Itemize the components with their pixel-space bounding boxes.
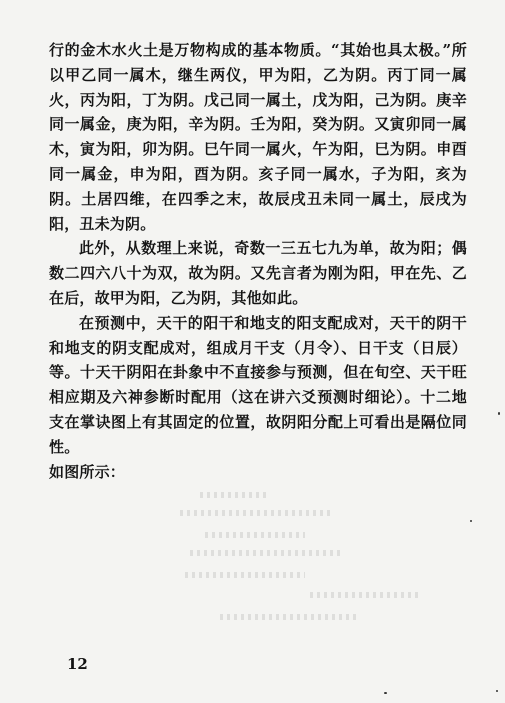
paragraph-odd-even-numbers: 此外，从数理上来说，奇数一三五七九为单，故为阳；偶数二四六八十为双，故为阴。又先言者为刚为阳，甲在先、乙在后，故甲为阳，乙为阴，其他如此。 (49, 239, 467, 307)
paragraph-prediction-pairing: 在预测中，天干的阳干和地支的阳支配成对，天干的阴干和地支的阴支配成对，组成月干支（月令）、日干支（日辰）等。十天干阴阳在卦象中不直接参与预测，但在旬空、天干旺相应期及六神参断时配用（这在讲六爻预测时细论）。十二地支在掌诀图上有其固定的位置，故阴阳分配上可看出是隔位同性。 (49, 313, 467, 456)
body-text (49, 38, 467, 484)
paragraph-yin-yang-elements: 行的金木水火土是万物构成的基本物质。“其始也具太极。”所以甲乙同一属木，继生两仪，甲为阳，乙为阴。丙丁同一属火，丙为阳，丁为阴。戊己同一属土，戊为阳，己为阴。庚辛同一属金，庚为阳，辛为阴。壬为阳，癸为阴。又寅卯同一属木，寅为阳，卯为阴。巳午同一属火，午为阳，巳为阴。申酉同一属金，申为阳，酉为阴。亥子同一属水，子为阳，亥为阴。土居四维，在四季之末，故辰戌丑未同一属土，辰戌为阳，丑未为阴。 (49, 41, 467, 233)
faint-bleed-through-area (150, 480, 440, 630)
paragraph-figure-intro: 如图所示： (49, 462, 126, 481)
page-number: 12 (67, 655, 88, 673)
